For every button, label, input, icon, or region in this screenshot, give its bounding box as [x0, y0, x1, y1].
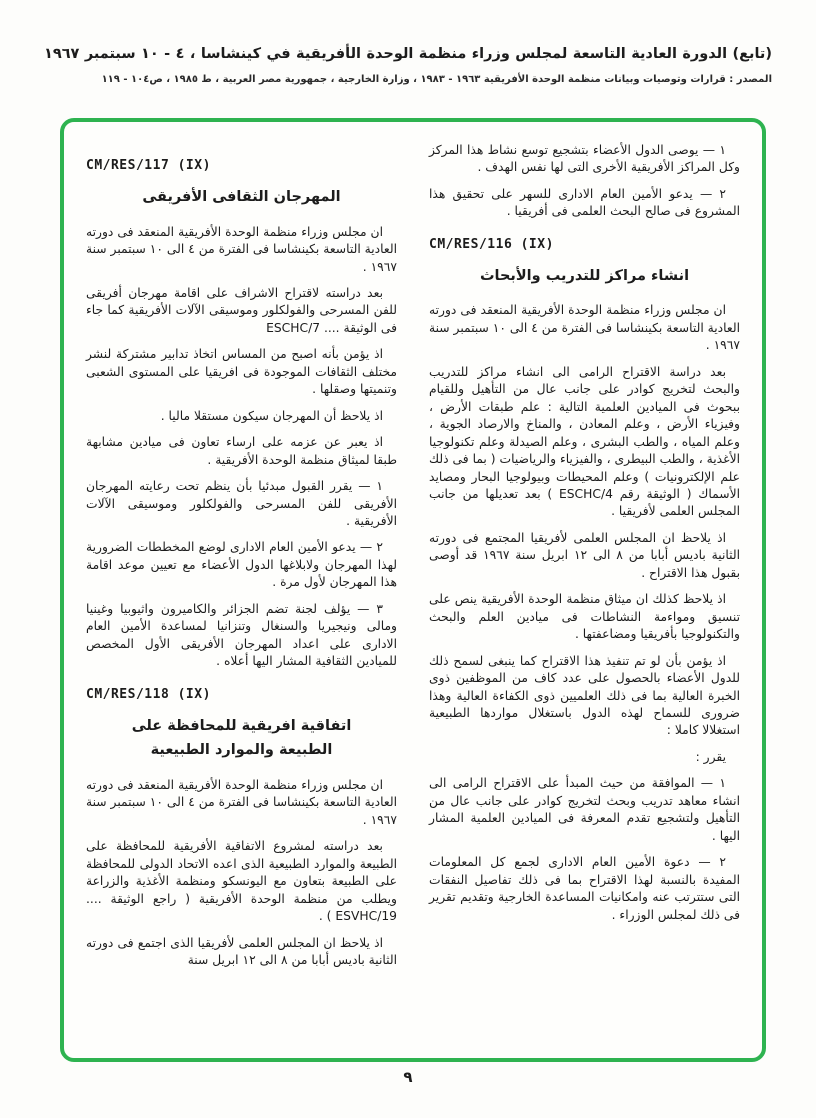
- paragraph: اذ يؤمن بأن لو تم تنفيذ هذا الاقتراح كما ينبغى لسمح ذلك للدول الأعضاء بالحصول على عدد كاف من الموظفين ذوى الخبرة العالية بما فى ذلك العلميين ذوى الكفاءة العالية وهذا ضرورى للسماح لهذه الدول باستغلال مواردها الطبيعية استغلالا كاملا :: [429, 653, 740, 738]
- paragraph: بعد دراسته لاقتراح الاشراف على اقامة مهرجان أفريقى للفن المسرحى والفولكلور وموسيقى الآلات الأفريقية كما جاء فى الوثيقة .... ESCHC/7: [86, 286, 397, 335]
- resolution-code: CM/RES/118 (IX): [86, 686, 211, 702]
- page-header: [0, 0, 816, 87]
- column-right: [429, 142, 740, 1038]
- paragraph: بعد دراسته لمشروع الاتفاقية الأفريقية للمحافظة على الطبيعة والموارد الطبيعية الذى اعده الاتحاد الدولى للمحافظة على الطبيعة بتعاون مع اليونسكو ومنظمة الأغذية والزراعة ويطلب من منظمة الوحدة الأفريقية ( راجع الوثيقة .... ESVHC/19 ) .: [86, 839, 397, 924]
- page-number: ٩: [403, 1068, 413, 1086]
- paragraph: يقرر :: [695, 749, 726, 764]
- resolution-code: CM/RES/116 (IX): [429, 236, 554, 252]
- resolution-code: CM/RES/117 (IX): [86, 158, 211, 173]
- paragraph: ١ — يقرر القبول مبدئيا بأن ينظم تحت رعايته المهرجان الأفريقى للفن المسرحى والفولكلور وموسيقى الآلات الأفريقية .: [86, 479, 397, 528]
- session-header-line: (تابع) الدورة العادية التاسعة لمجلس وزراء منظمة الوحدة الأفريقية في كينشاسا ، ٤ - ١٠ سبتمبر ١٩٦٧: [44, 46, 772, 62]
- paragraph: ٢ — يدعو الأمين العام الادارى لوضع المخططات الضرورية لهذا المهرجان ولابلاغها الدول الأعضاء مع تعيين موعد اقامة هذا المهرجان لأول مرة .: [86, 540, 397, 590]
- paragraph: ١ — يوصى الدول الأعضاء بتشجيع توسع نشاط هذا المركز وكل المراكز الأفريقية الأخرى التى لها نفس الهدف .: [429, 143, 740, 175]
- column-left: [86, 142, 397, 1038]
- paragraph: اذ يلاحظ ان المجلس العلمى لأفريقيا المجتمع فى دورته الثانية باديس أبابا من ٨ الى ١٢ ابريل سنة ١٩٦٧ قد أوصى بقبول هذا الاقتراح .: [429, 530, 740, 580]
- resolution-title: انشاء مراكز للتدريب والأبحاث: [479, 267, 690, 284]
- paragraph: ١ — الموافقة من حيث المبدأ على الاقتراح الرامى الى انشاء معاهد تدريب وبحث لتخريج كوادر على جانب عال من التأهيل ولتشجيع تقدم المعرفة فى الميادين العلمية المشار اليها .: [429, 776, 740, 843]
- source-citation-line: المصدر : قرارات وتوصيات وبيانات منظمة الوحدة الأفريقية ١٩٦٣ - ١٩٨٣ ، وزارة الخارجية ، جمهورية مصر العربية ، ط ١٩٨٥ ، ص١٠٤ - ١١٩: [101, 73, 772, 85]
- paragraph: بعد دراسة الاقتراح الرامى الى انشاء مراكز للتدريب والبحث لتخريج كوادر على جانب عال من التأهيل وللقيام ببحوث فى الميادين العلمية التالية : علم طبقات الأرض ، وفيزياء الأرض ، وعلم المعادن ، والمناخ والارصاد الجوية ، وعلم المياه ، والطب البشرى ، وعلم الصيدلة وعلم تكنولوجيا الأغذية ، والطب البيطرى ، والفيزياء والرياضيات ( بما فى ذلك علم الإلكترونيات ) وعلم المحيطات وبيولوجيا البحار ومصايد الأسماك ( الوثيقة رقم ESCHC/4 ) بعد تعديلها من جانب المجلس العلمى لأفريقيا .: [429, 364, 740, 519]
- paragraph: اذ يؤمن بأنه اصبح من المساس اتخاذ تدابير مشتركة لنشر مختلف الثقافات الموجودة فى افريقيا على المستوى الشعبى وتنميتها وصقلها .: [86, 347, 397, 397]
- paragraph: اذ يلاحظ أن المهرجان سيكون مستقلا ماليا .: [160, 408, 383, 423]
- two-column-text-area: [86, 142, 740, 1038]
- paragraph: ٢ — دعوة الأمين العام الادارى لجمع كل المعلومات المفيدة بالنسبة لهذا الاقتراح بما فى ذلك تفاصيل النفقات التى ستترتب عنه وامكانيات المساعدة الخارجية وتقديم تقرير فى ذلك لمجلس الوزراء .: [429, 855, 740, 922]
- resolution-title: المهرجان الثقافى الأفريقى: [142, 189, 341, 205]
- paragraph: اذ يلاحظ كذلك ان ميثاق منظمة الوحدة الأفريقية ينص على تنسيق ومواءمة النشاطات فى ميادين العلم والبحث والتكنولوجيا بأفريقيا ومضاعفتها .: [429, 592, 740, 642]
- paragraph: اذ يلاحظ ان المجلس العلمى لأفريقيا الذى اجتمع فى دورته الثانية باديس أبابا من ٨ الى ١٢ ابريل سنة: [86, 935, 397, 967]
- green-border-frame: [60, 118, 766, 1062]
- paragraph: ان مجلس وزراء منظمة الوحدة الأفريقية المنعقد فى دورته العادية التاسعة بكينشاسا فى الفترة من ٤ الى ١٠ سبتمبر سنة ١٩٦٧ .: [86, 224, 397, 274]
- paragraph: ان مجلس وزراء منظمة الوحدة الأفريقية المنعقد فى دورته العادية التاسعة بكينشاسا فى الفترة من ٤ الى ١٠ سبتمبر سنة ١٩٦٧ .: [86, 777, 397, 827]
- resolution-title: اتفاقية افريقية للمحافظة على الطبيعة والموارد الطبيعية: [131, 717, 352, 759]
- paragraph: ٣ — يؤلف لجنة تضم الجزائر والكاميرون واثيوبيا وغينيا ومالى ونيجيريا والسنغال وتنزانيا لمساعدة الأمين العام الادارى على اعداد المهرجان الأفريقى الأول المخصص للميادين الثقافية المشار اليها أعلاه .: [86, 601, 397, 669]
- paragraph: ان مجلس وزراء منظمة الوحدة الأفريقية المنعقد فى دورته العادية التاسعة بكينشاسا فى الفترة من ٤ الى ١٠ سبتمبر سنة ١٩٦٧ .: [429, 303, 740, 353]
- paragraph: ٢ — يدعو الأمين العام الادارى للسهر على تحقيق هذا المشروع فى صالح البحث العلمى فى أفريقيا .: [429, 186, 740, 219]
- paragraph: اذ يعبر عن عزمه على ارساء تعاون فى ميادين مشابهة طبقا لميثاق منظمة الوحدة الأفريقية .: [86, 435, 397, 467]
